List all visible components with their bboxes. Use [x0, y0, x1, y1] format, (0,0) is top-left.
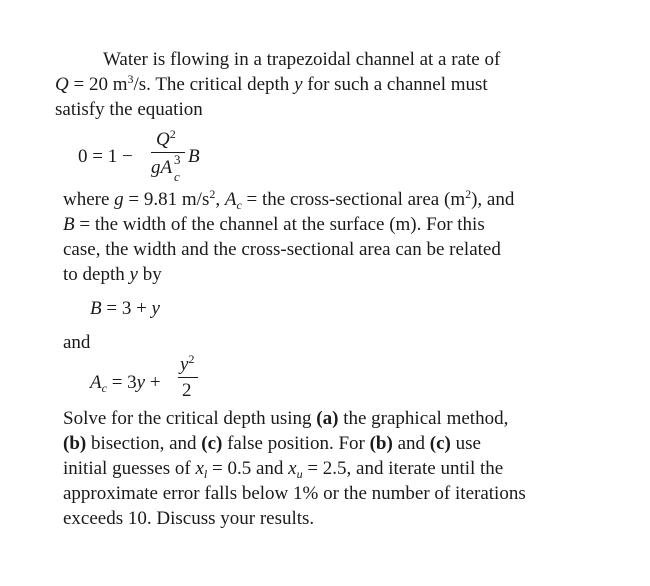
- part-label: (c): [201, 433, 223, 454]
- solve-line-5: exceeds 10. Discuss your results.: [63, 508, 315, 529]
- text: ), and: [471, 189, 515, 210]
- var-g: g: [114, 189, 124, 210]
- where-line-4: [63, 262, 162, 287]
- eq1-den-sub: c: [174, 169, 180, 184]
- eq1-numerator: [156, 127, 176, 152]
- text: +: [145, 372, 161, 393]
- exponent: 2: [169, 127, 176, 141]
- var-x: x: [288, 458, 297, 479]
- text: = 9.81 m/s: [123, 189, 210, 210]
- part-label: (b): [63, 433, 87, 454]
- intro-line-2: [55, 72, 488, 97]
- text: bisection, and: [86, 433, 202, 454]
- exponent: 2: [209, 187, 216, 201]
- var-y: y: [136, 372, 146, 393]
- solve-line-1: [63, 406, 508, 431]
- text: = the cross-sectional area (m: [241, 189, 466, 210]
- where-line-2: [63, 212, 485, 237]
- eq3-lhs: [90, 370, 161, 395]
- text: to depth: [63, 264, 130, 285]
- where-line-3: case, the width and the cross-sectional area can be related: [63, 239, 501, 260]
- text: use: [450, 433, 481, 454]
- subscript: c: [101, 381, 107, 395]
- intro-line-1: Water is flowing in a trapezoidal channel at a rate of: [103, 49, 501, 70]
- text: = 3: [106, 372, 137, 393]
- solve-line-2: [63, 431, 481, 456]
- solve-line-3: [63, 456, 503, 481]
- var-y: y: [180, 354, 189, 375]
- part-label: (c): [429, 433, 451, 454]
- text: by: [137, 264, 162, 285]
- var-b: B: [90, 298, 102, 319]
- var-x: x: [195, 458, 204, 479]
- solve-line-4: approximate error falls below 1% or the number of iterations: [63, 483, 526, 504]
- text: where: [63, 189, 115, 210]
- eq3-denominator: 2: [182, 380, 192, 401]
- text: = 20 m: [68, 74, 128, 95]
- var-q: Q: [55, 74, 69, 95]
- eq2: [90, 296, 160, 321]
- where-line-1: [63, 187, 514, 212]
- subscript: c: [236, 198, 242, 212]
- text: /s. The critical depth: [133, 74, 295, 95]
- eq3-numerator: [180, 352, 194, 377]
- text: false position. For: [222, 433, 370, 454]
- eq1-rhs: B: [188, 146, 200, 167]
- text: initial guesses of: [63, 458, 196, 479]
- var-y: y: [151, 298, 160, 319]
- text: for such a channel must: [302, 74, 488, 95]
- var-y: y: [129, 264, 138, 285]
- text: ,: [215, 189, 225, 210]
- eq1-lhs: 0 = 1 −: [78, 146, 133, 167]
- text: = 0.5 and: [207, 458, 289, 479]
- var-b: B: [63, 214, 75, 235]
- exponent: 2: [465, 187, 472, 201]
- text: = 3 +: [101, 298, 152, 319]
- part-label: (a): [316, 408, 339, 429]
- eq1-den-exp: 3: [174, 152, 181, 167]
- var-ga: gA: [151, 157, 173, 178]
- subscript: u: [296, 467, 303, 481]
- part-label: (b): [369, 433, 393, 454]
- exponent: 3: [127, 72, 134, 86]
- text: = the width of the channel at the surface (m). For this: [74, 214, 485, 235]
- text: and: [392, 433, 430, 454]
- var-q: Q: [156, 129, 170, 150]
- var-a: A: [90, 372, 102, 393]
- text: the graphical method,: [338, 408, 509, 429]
- text: = 2.5, and iterate until the: [302, 458, 504, 479]
- var-y: y: [294, 74, 303, 95]
- var-a: A: [224, 189, 237, 210]
- intro-line-3: satisfy the equation: [55, 99, 203, 120]
- subscript: l: [203, 467, 208, 481]
- exponent: 2: [188, 352, 195, 366]
- eq1-denominator: [151, 155, 172, 180]
- text: Solve for the critical depth using: [63, 408, 317, 429]
- and-label: and: [63, 332, 91, 353]
